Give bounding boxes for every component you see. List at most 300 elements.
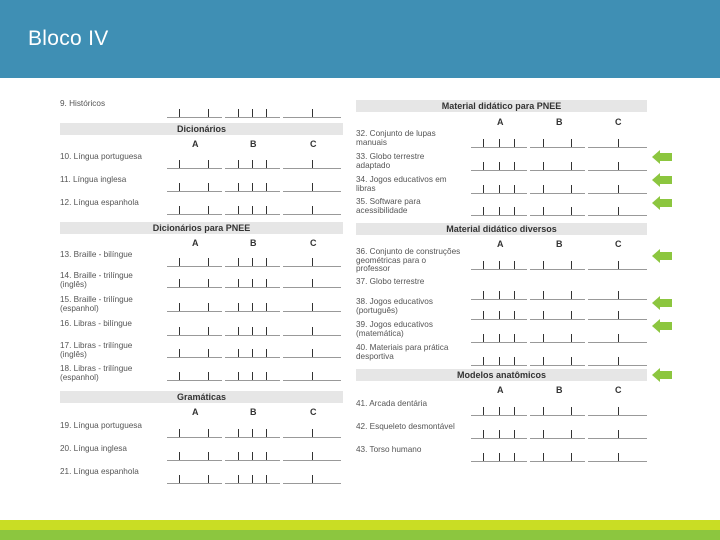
answer-box[interactable] <box>167 270 222 288</box>
digit-separator <box>208 475 209 483</box>
digit-separator <box>571 291 572 299</box>
section-dicionarios: Dicionários <box>60 123 343 135</box>
item-label-line: (espanhol) <box>60 372 99 382</box>
digit-separator <box>238 349 239 357</box>
digit-separator <box>252 349 253 357</box>
arrow-head <box>652 368 660 382</box>
section-material-pnee: Material didático para PNEE <box>356 100 647 112</box>
column-header-a: A <box>497 239 504 249</box>
digit-separator <box>571 261 572 269</box>
answer-boxes[interactable] <box>471 198 647 215</box>
digit-separator <box>483 311 484 319</box>
answer-box[interactable] <box>471 252 527 270</box>
answer-boxes[interactable] <box>471 252 647 269</box>
left-arrow-icon <box>652 173 672 187</box>
answer-box[interactable] <box>588 198 647 216</box>
digit-separator <box>266 183 267 191</box>
digit-separator <box>208 303 209 311</box>
digit-separator <box>483 291 484 299</box>
digit-separator <box>266 303 267 311</box>
digit-separator <box>543 162 544 170</box>
answer-box[interactable] <box>167 294 222 312</box>
answer-box[interactable] <box>588 252 647 270</box>
arrow-shaft <box>659 371 672 379</box>
answer-box[interactable] <box>530 325 585 343</box>
digit-separator <box>571 430 572 438</box>
answer-boxes[interactable] <box>167 174 345 191</box>
digit-separator <box>483 261 484 269</box>
digit-separator <box>483 207 484 215</box>
answer-boxes[interactable] <box>167 466 345 483</box>
digit-separator <box>252 109 253 117</box>
digit-separator <box>179 206 180 214</box>
digit-separator <box>208 160 209 168</box>
digit-separator <box>499 207 500 215</box>
answer-box[interactable] <box>588 444 647 462</box>
digit-separator <box>252 206 253 214</box>
answer-box[interactable] <box>283 420 341 438</box>
answer-boxes[interactable] <box>167 340 345 357</box>
answer-boxes[interactable] <box>471 348 647 365</box>
answer-boxes[interactable] <box>167 151 345 168</box>
digit-separator <box>543 207 544 215</box>
answer-box[interactable] <box>225 363 280 381</box>
left-arrow-icon <box>652 368 672 382</box>
item-label: 43. Torso humano <box>356 445 422 454</box>
answer-boxes[interactable] <box>471 302 647 319</box>
item-label <box>356 278 424 287</box>
digit-separator <box>499 291 500 299</box>
item-label: 10. Língua portuguesa <box>60 152 142 161</box>
answer-box[interactable] <box>530 444 585 462</box>
answer-boxes[interactable] <box>471 130 647 147</box>
answer-box[interactable] <box>588 153 647 171</box>
digit-separator <box>618 407 619 415</box>
digit-separator <box>499 334 500 342</box>
answer-box[interactable] <box>588 302 647 320</box>
digit-separator <box>543 430 544 438</box>
item-label-line: professor <box>356 264 391 273</box>
digit-separator <box>312 303 313 311</box>
digit-separator <box>483 185 484 193</box>
column-header-b: B <box>250 407 257 417</box>
item-label-line: 36. Conjunto de construções <box>356 247 461 256</box>
digit-separator <box>543 453 544 461</box>
arrow-shaft <box>659 252 672 260</box>
column-header-c: C <box>615 117 622 127</box>
digit-separator <box>483 139 484 147</box>
digit-separator <box>238 303 239 311</box>
answer-boxes[interactable] <box>471 153 647 170</box>
digit-separator <box>514 430 515 438</box>
answer-box[interactable] <box>471 444 527 462</box>
answer-box[interactable] <box>167 197 222 215</box>
digit-separator <box>179 429 180 437</box>
answer-box[interactable] <box>225 466 280 484</box>
digit-separator <box>266 279 267 287</box>
answer-box[interactable] <box>225 100 280 118</box>
answer-boxes[interactable] <box>167 443 345 460</box>
digit-separator <box>252 429 253 437</box>
left-arrow-icon <box>652 296 672 310</box>
column-header-b: B <box>556 117 563 127</box>
answer-box[interactable] <box>283 270 341 288</box>
digit-separator <box>483 453 484 461</box>
digit-separator <box>208 452 209 460</box>
digit-separator <box>179 372 180 380</box>
digit-separator <box>208 258 209 266</box>
item-label <box>60 296 133 313</box>
digit-separator <box>618 207 619 215</box>
answer-box[interactable] <box>167 318 222 336</box>
digit-separator <box>618 453 619 461</box>
header-bar <box>0 0 720 78</box>
digit-separator <box>179 475 180 483</box>
digit-separator <box>312 183 313 191</box>
item-label-line: desportiva <box>356 351 394 361</box>
column-header-c: C <box>310 139 317 149</box>
digit-separator <box>238 206 239 214</box>
digit-separator <box>238 452 239 460</box>
answer-boxes[interactable] <box>471 421 647 438</box>
answer-box[interactable] <box>530 398 585 416</box>
digit-separator <box>514 407 515 415</box>
digit-separator <box>266 206 267 214</box>
item-label: 11. Língua inglesa <box>60 175 127 184</box>
answer-box[interactable] <box>167 420 222 438</box>
digit-separator <box>571 453 572 461</box>
slide-title: Bloco IV <box>28 27 109 50</box>
digit-separator <box>208 109 209 117</box>
column-header-b: B <box>250 238 257 248</box>
answer-box[interactable] <box>530 348 585 366</box>
item-label-line: 14. Braille - trilíngue <box>60 271 133 280</box>
digit-separator <box>312 349 313 357</box>
digit-separator <box>208 349 209 357</box>
digit-separator <box>312 109 313 117</box>
digit-separator <box>252 452 253 460</box>
item-label-line: geométricas para o <box>356 255 427 265</box>
answer-boxes[interactable] <box>471 282 647 299</box>
digit-separator <box>514 357 515 365</box>
digit-separator <box>514 207 515 215</box>
item-label-line: 15. Braille - trilíngue <box>60 295 133 304</box>
answer-box[interactable] <box>283 443 341 461</box>
answer-boxes[interactable] <box>167 318 345 335</box>
answer-box[interactable] <box>530 176 585 194</box>
digit-separator <box>252 160 253 168</box>
answer-box[interactable] <box>167 151 222 169</box>
digit-separator <box>208 183 209 191</box>
answer-boxes[interactable] <box>471 176 647 193</box>
arrow-head <box>652 249 660 263</box>
answer-box[interactable] <box>225 420 280 438</box>
answer-boxes[interactable] <box>471 444 647 461</box>
digit-separator <box>514 334 515 342</box>
digit-separator <box>514 311 515 319</box>
digit-separator <box>571 334 572 342</box>
digit-separator <box>312 206 313 214</box>
digit-separator <box>618 162 619 170</box>
footer-stripe-green <box>0 530 720 540</box>
answer-boxes[interactable] <box>471 398 647 415</box>
answer-box[interactable] <box>471 325 527 343</box>
answer-box[interactable] <box>167 100 222 118</box>
digit-separator <box>483 357 484 365</box>
digit-separator <box>252 279 253 287</box>
answer-box[interactable] <box>283 151 341 169</box>
arrow-head <box>652 196 660 210</box>
digit-separator <box>618 311 619 319</box>
digit-separator <box>571 407 572 415</box>
column-header-b: B <box>556 385 563 395</box>
item-label <box>60 342 132 359</box>
digit-separator <box>543 261 544 269</box>
item-label: 9. Históricos <box>60 99 106 108</box>
answer-box[interactable] <box>588 325 647 343</box>
column-header-c: C <box>310 238 317 248</box>
arrow-shaft <box>659 199 672 207</box>
digit-separator <box>312 475 313 483</box>
digit-separator <box>483 407 484 415</box>
digit-separator <box>179 452 180 460</box>
answer-box[interactable] <box>588 176 647 194</box>
answer-box[interactable] <box>471 153 527 171</box>
answer-box[interactable] <box>225 197 280 215</box>
digit-separator <box>208 327 209 335</box>
item-label: 12. Língua espanhola <box>60 198 139 207</box>
arrow-shaft <box>659 322 672 330</box>
digit-separator <box>252 372 253 380</box>
digit-separator <box>543 291 544 299</box>
digit-separator <box>543 407 544 415</box>
item-label <box>60 365 132 382</box>
answer-box[interactable] <box>225 249 280 267</box>
answer-box[interactable] <box>283 466 341 484</box>
answer-boxes[interactable] <box>167 100 345 117</box>
item-label: 19. Língua portuguesa <box>60 421 142 430</box>
answer-box[interactable] <box>167 466 222 484</box>
answer-box[interactable] <box>471 282 527 300</box>
answer-box[interactable] <box>283 249 341 267</box>
digit-separator <box>238 183 239 191</box>
answer-boxes[interactable] <box>471 325 647 342</box>
section-material-diversos: Material didático diversos <box>356 223 647 235</box>
item-label: 41. Arcada dentária <box>356 399 428 408</box>
digit-separator <box>514 453 515 461</box>
digit-separator <box>499 311 500 319</box>
digit-separator <box>618 139 619 147</box>
item-label-line: 34. Jogos educativos em <box>356 175 447 184</box>
answer-box[interactable] <box>588 421 647 439</box>
answer-box[interactable] <box>588 282 647 300</box>
section-gramaticas: Gramáticas <box>60 391 343 403</box>
item-label: 42. Esqueleto desmontável <box>356 422 455 431</box>
answer-box[interactable] <box>283 340 341 358</box>
answer-box[interactable] <box>530 198 585 216</box>
digit-separator <box>266 349 267 357</box>
item-label-line: 16. Libras - bilíngue <box>60 319 132 328</box>
answer-box[interactable] <box>471 176 527 194</box>
answer-box[interactable] <box>225 270 280 288</box>
answer-box[interactable] <box>530 302 585 320</box>
answer-box[interactable] <box>167 443 222 461</box>
digit-separator <box>252 475 253 483</box>
answer-box[interactable] <box>283 318 341 336</box>
answer-box[interactable] <box>530 130 585 148</box>
digit-separator <box>618 185 619 193</box>
left-arrow-icon <box>652 150 672 164</box>
answer-box[interactable] <box>283 363 341 381</box>
arrow-head <box>652 319 660 333</box>
digit-separator <box>252 258 253 266</box>
item-label <box>60 251 132 260</box>
answer-box[interactable] <box>167 363 222 381</box>
digit-separator <box>543 139 544 147</box>
digit-separator <box>543 311 544 319</box>
answer-box[interactable] <box>530 153 585 171</box>
item-label-line: (português) <box>356 305 398 315</box>
item-label: 21. Língua espanhola <box>60 467 139 476</box>
digit-separator <box>571 311 572 319</box>
answer-box[interactable] <box>225 294 280 312</box>
left-arrow-icon <box>652 196 672 210</box>
digit-separator <box>179 258 180 266</box>
answer-box[interactable] <box>283 100 341 118</box>
answer-box[interactable] <box>167 174 222 192</box>
digit-separator <box>312 327 313 335</box>
digit-separator <box>208 372 209 380</box>
digit-separator <box>238 109 239 117</box>
item-label <box>356 176 447 193</box>
digit-separator <box>571 162 572 170</box>
digit-separator <box>179 327 180 335</box>
answer-box[interactable] <box>471 130 527 148</box>
arrow-head <box>652 150 660 164</box>
item-label-line: 38. Jogos educativos <box>356 297 433 306</box>
digit-separator <box>208 279 209 287</box>
answer-box[interactable] <box>530 282 585 300</box>
answer-box[interactable] <box>471 398 527 416</box>
digit-separator <box>499 453 500 461</box>
digit-separator <box>499 357 500 365</box>
arrow-head <box>652 296 660 310</box>
answer-boxes[interactable] <box>167 294 345 311</box>
answer-box[interactable] <box>283 294 341 312</box>
column-header-a: A <box>192 238 199 248</box>
digit-separator <box>266 258 267 266</box>
answer-box[interactable] <box>167 249 222 267</box>
answer-box[interactable] <box>225 318 280 336</box>
item-label-line: 39. Jogos educativos <box>356 320 433 329</box>
digit-separator <box>208 429 209 437</box>
answer-box[interactable] <box>225 340 280 358</box>
item-label-line: 18. Libras - trilíngue <box>60 364 133 373</box>
digit-separator <box>252 303 253 311</box>
arrow-shaft <box>659 299 672 307</box>
item-label-line: 17. Libras - trilíngue <box>60 341 133 350</box>
item-label <box>356 198 421 215</box>
digit-separator <box>618 430 619 438</box>
column-header-a: A <box>192 407 199 417</box>
answer-box[interactable] <box>225 174 280 192</box>
digit-separator <box>618 261 619 269</box>
answer-box[interactable] <box>471 421 527 439</box>
answer-boxes[interactable] <box>167 197 345 214</box>
item-label <box>356 153 424 170</box>
digit-separator <box>514 291 515 299</box>
arrow-shaft <box>659 153 672 161</box>
digit-separator <box>238 258 239 266</box>
answer-box[interactable] <box>588 348 647 366</box>
digit-separator <box>499 162 500 170</box>
answer-boxes[interactable] <box>167 249 345 266</box>
digit-separator <box>266 160 267 168</box>
digit-separator <box>266 372 267 380</box>
digit-separator <box>571 357 572 365</box>
digit-separator <box>312 372 313 380</box>
answer-box[interactable] <box>283 197 341 215</box>
answer-box[interactable] <box>471 348 527 366</box>
item-label <box>356 344 448 361</box>
item-label-line: (inglês) <box>60 349 87 359</box>
answer-box[interactable] <box>471 302 527 320</box>
digit-separator <box>571 207 572 215</box>
digit-separator <box>266 327 267 335</box>
section-dicionarios-pnee: Dicionários para PNEE <box>60 222 343 234</box>
digit-separator <box>543 357 544 365</box>
left-arrow-icon <box>652 249 672 263</box>
item-label <box>356 130 436 147</box>
digit-separator <box>252 183 253 191</box>
digit-separator <box>238 160 239 168</box>
digit-separator <box>179 160 180 168</box>
answer-box[interactable] <box>530 421 585 439</box>
answer-box[interactable] <box>167 340 222 358</box>
digit-separator <box>312 429 313 437</box>
digit-separator <box>266 452 267 460</box>
footer-stripe-yellow <box>0 520 720 530</box>
answer-boxes[interactable] <box>167 363 345 380</box>
digit-separator <box>571 139 572 147</box>
answer-boxes[interactable] <box>167 420 345 437</box>
answer-box[interactable] <box>225 151 280 169</box>
column-header-b: B <box>556 239 563 249</box>
answer-box[interactable] <box>225 443 280 461</box>
digit-separator <box>571 185 572 193</box>
digit-separator <box>312 160 313 168</box>
digit-separator <box>499 185 500 193</box>
digit-separator <box>514 162 515 170</box>
answer-box[interactable] <box>530 252 585 270</box>
digit-separator <box>618 291 619 299</box>
answer-boxes[interactable] <box>167 270 345 287</box>
digit-separator <box>483 334 484 342</box>
answer-box[interactable] <box>588 130 647 148</box>
answer-box[interactable] <box>471 198 527 216</box>
digit-separator <box>179 303 180 311</box>
item-label-line: (matemática) <box>356 328 404 338</box>
digit-separator <box>179 349 180 357</box>
digit-separator <box>483 162 484 170</box>
digit-separator <box>499 139 500 147</box>
item-label-line: manuais <box>356 137 387 147</box>
answer-box[interactable] <box>588 398 647 416</box>
arrow-head <box>652 173 660 187</box>
digit-separator <box>312 279 313 287</box>
answer-box[interactable] <box>283 174 341 192</box>
column-header-c: C <box>310 407 317 417</box>
